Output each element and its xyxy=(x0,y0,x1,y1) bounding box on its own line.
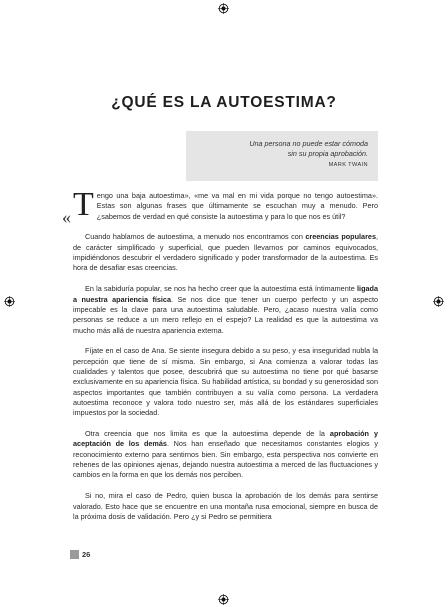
paragraph: Otra creencia que nos limita es que la autoestima depende de la aprobación y aceptación de los demás. Nos han enseñado que necesitamos constantes elogios y reconocimiento externo para sentirnos bien. Sin embargo, esta perspectiva nos convierte en rehenes de las opiniones ajenas, dejando nuestra autoestima a merced de las fluctuaciones y cambios en la forma en que los demás nos perciben. xyxy=(73,429,379,480)
registration-mark-icon xyxy=(433,296,444,307)
paragraph: Fíjate en el caso de Ana. Se siente insegura debido a su peso, y esa inseguridad nubla la percepción que tiene de sí misma. Sin embargo, si Ana comienza a valorar todas las cualidades y talentos que posee, descubrirá que su autoestima no tiene por qué basarse exclusivamente en su apariencia física. Su habilidad artística, su bondad y su generosidad son aspectos importantes que también contribuyen a su valía como persona. La verdadera autoestima reconoce y valora todo nuestro ser, más allá de los estándares superficiales impuestos por la sociedad. xyxy=(73,346,378,418)
paragraph: Si no, mira el caso de Pedro, quien busca la aprobación de los demás para sentirse valorado. Esto hace que se encuentre en una montaña rusa emocional, siempre en busca de la próxima dosis de validación. Pero ¿y si Pedro se permitiera xyxy=(73,491,378,521)
paragraph: Cuando hablamos de autoestima, a menudo nos encontramos con creencias populares, de carácter simplificado y superficial, que pueden llevarnos por caminos equivocados, impidiéndonos descubrir el verdadero significado y poder transformador de la autoestima. Es hora de desafiar esas creencias. xyxy=(73,232,378,273)
emphasis: creencias populares xyxy=(305,232,376,242)
body-text xyxy=(73,186,379,533)
emphasis: ligada a nuestra apariencia física xyxy=(73,284,378,304)
registration-mark-icon xyxy=(4,296,15,307)
opening-quote-mark: « xyxy=(62,207,71,227)
page-footer xyxy=(70,549,90,559)
epigraph-box xyxy=(186,131,378,181)
drop-cap: T xyxy=(73,186,94,223)
footer-bar xyxy=(70,550,79,559)
paragraph: Tengo una baja autoestima», «me va mal en mi vida porque no tengo autoestima». Estas son algunas frases que últimamente se escuchan muy a menudo. Pero ¿sabemos de verdad en qué consiste la autoestima y para lo que nos es útil? xyxy=(73,186,378,223)
epigraph-author: MARK TWAIN xyxy=(328,162,368,168)
emphasis: aprobación y aceptación de los demás xyxy=(73,429,379,449)
page-number: 26 xyxy=(82,549,91,559)
epigraph-line: sin su propia aprobación. xyxy=(287,149,368,158)
registration-mark-icon xyxy=(218,594,229,605)
registration-mark-icon xyxy=(218,3,229,14)
chapter-title: ¿QUÉ ES LA AUTOESTIMA? xyxy=(111,94,337,111)
epigraph-line: Una persona no puede estar cómoda xyxy=(249,139,368,148)
paragraph: En la sabiduría popular, se nos ha hecho creer que la autoestima está íntimamente ligada a nuestra apariencia física. Se nos dice que tener un cuerpo perfecto y un aspecto impecable es la clave para una autoestima saludable. Pero, ¿acaso nuestra valía como personas se reduce a un mero reflejo en el espejo? La realidad es que la autoestima va mucho más allá de nuestra apariencia externa. xyxy=(73,284,378,335)
